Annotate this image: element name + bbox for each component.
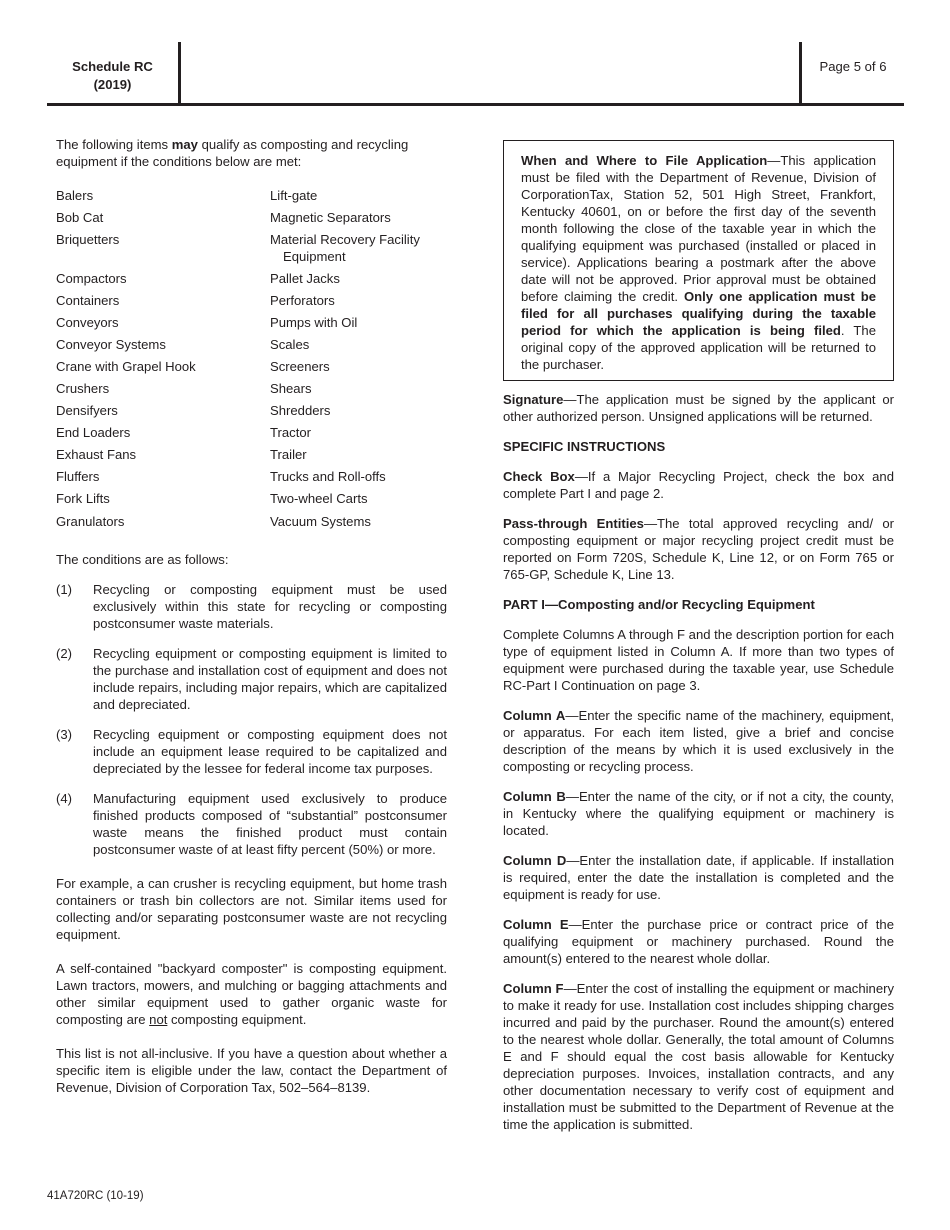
passthrough-heading: Pass-through Entities [503, 516, 644, 531]
part1-paragraph: Complete Columns A through F and the description portion for each type of equipment listed in Column A. If more than two types of equipment were purchased during the taxable year, use Schedule RC-Part I Continuation on page 3. [503, 627, 894, 693]
equipment-item: Fork Lifts [56, 491, 110, 506]
filing-bold-note: Only one application must be filed for all purchases qualifying during the taxable period for which the application is being filed [521, 289, 876, 338]
column-f-heading: Column F [503, 981, 564, 996]
signature-paragraph [503, 391, 894, 425]
equipment-item: Conveyors [56, 315, 119, 330]
equipment-item: Bob Cat [56, 210, 104, 225]
equipment-item: Crane with Grapel Hook [56, 359, 196, 374]
condition-number: (1) [56, 582, 73, 597]
condition-text: Recycling equipment or composting equipment is limited to the purchase and installation cost of equipment and does not include repairs, including major repairs, which are capitalized and depreciated. [93, 646, 447, 712]
list-note-paragraph: This list is not all-inclusive. If you have a question about whether a specific item is eligible under the law, contact the Department of Revenue, Division of Corporation Tax, 502–564–8139. [56, 1046, 447, 1095]
conditions-heading: The conditions are as follows: [56, 552, 229, 567]
equipment-item: Material Recovery Facility [270, 232, 420, 247]
column-d-heading: Column D [503, 853, 567, 868]
right-column [503, 140, 894, 1146]
equipment-item: Screeners [270, 359, 330, 374]
equipment-item: Lift-gate [270, 188, 318, 203]
equipment-item: Vacuum Systems [270, 514, 371, 529]
column-e-heading: Column E [503, 917, 569, 932]
composter-underline: not [149, 1012, 168, 1027]
page-header [47, 42, 904, 106]
column-e-text: —Enter the purchase price or contract price of the qualifying equipment or machinery purchased. Round the amount(s) entered to the nearest whole dollar. [503, 917, 894, 966]
equipment-item: Fluffers [56, 469, 100, 484]
equipment-item: Containers [56, 293, 120, 308]
example-paragraph: For example, a can crusher is recycling equipment, but home trash containers or trash bin collectors are not. Similar items used for collecting and/or separating postconsumer waste are not recycling equipment. [56, 876, 447, 942]
equipment-item: Conveyor Systems [56, 337, 166, 352]
page-number-block [799, 42, 904, 103]
equipment-item: Pallet Jacks [270, 271, 340, 286]
checkbox-heading: Check Box [503, 469, 575, 484]
equipment-item: Balers [56, 188, 94, 203]
checkbox-text: —If a Major Recycling Project, check the box and complete Part I and page 2. [503, 469, 894, 501]
checkbox-paragraph [503, 468, 894, 502]
condition-item [56, 645, 447, 713]
equipment-item: Exhaust Fans [56, 447, 137, 462]
equipment-item-continued: Equipment [283, 249, 346, 264]
schedule-year: (2019) [93, 77, 132, 92]
equipment-item: Trucks and Roll-offs [270, 469, 386, 484]
signature-heading: Signature [503, 392, 564, 407]
column-b-paragraph [503, 788, 894, 839]
column-b-text: —Enter the name of the city, or if not a city, the county, in Kentucky where the qualifying equipment or machinery is located. [503, 789, 895, 838]
equipment-item: Tractor [270, 425, 311, 440]
intro-paragraph [56, 136, 447, 170]
composter-paragraph [56, 960, 447, 1028]
specific-instructions-heading: SPECIFIC INSTRUCTIONS [503, 439, 666, 454]
column-a-text: —Enter the specific name of the machinery, equipment, or apparatus. For each item listed, give a brief and concise description of the means by which it is used exclusively in the composting or recycling process. [503, 708, 894, 774]
column-f-paragraph [503, 980, 894, 1133]
part1-heading: PART I—Composting and/or Recycling Equipment [503, 597, 815, 612]
condition-text: Manufacturing equipment used exclusively to produce finished products composed of “substantial” postconsumer waste means the finished product must contain postconsumer waste of at least fifty percent (50%) or more. [93, 791, 447, 857]
intro-text-end: qualify as composting and recycling equipment if the conditions below are met: [56, 137, 409, 169]
equipment-item: Two-wheel Carts [270, 491, 368, 506]
column-f-text: —Enter the cost of installing the equipment or machinery to make it ready for use. Installation cost includes shipping charges incurred and paid by the purchaser. Round the amount(s) entered to the nearest whole dollar. Generally, the total amount of Columns E and F should equal the cost basis allowable for Kentucky depreciation purposes. Invoices, installation contracts, and any other documentation necessary to verify cost of equipment and installation must be submitted to the Department of Revenue at the time the application is submitted. [503, 981, 895, 1132]
condition-text: Recycling equipment or composting equipment does not include an equipment lease required to be capitalized and depreciated by the lessee for federal income tax purposes. [93, 727, 447, 776]
condition-item [56, 790, 447, 858]
composter-text-end: composting equipment. [167, 1012, 307, 1027]
filing-text: —This application must be filed with the Department of Revenue, Division of CorporationTax, Station 52, 501 High Street, Frankfort, Kentucky 40601, on or before the first day of the seventh month following the close of the taxable year in which the qualifying equipment was purchased (installed or placed in service). Applications bearing a postmark after the above date will not be approved. Prior approval must be obtained before claiming the credit. [521, 153, 877, 304]
schedule-title: Schedule RC [72, 59, 153, 74]
equipment-list [56, 187, 447, 539]
left-column [56, 136, 447, 1113]
intro-bold: may [171, 137, 198, 152]
filing-info-box [503, 140, 894, 381]
equipment-item: Compactors [56, 271, 127, 286]
equipment-item: Magnetic Separators [270, 210, 391, 225]
equipment-item: Pumps with Oil [270, 315, 358, 330]
equipment-item: Densifyers [56, 403, 118, 418]
composter-text: A self-contained "backyard composter" is composting equipment. Lawn tractors, mowers, and mulching or bagging attachments and other similar equipment used to gather organic waste for composting are [56, 961, 447, 1027]
equipment-item: Perforators [270, 293, 335, 308]
equipment-item: Trailer [270, 447, 307, 462]
column-b-heading: Column B [503, 789, 566, 804]
column-d-text: —Enter the installation date, if applicable. If installation is required, enter the date the installation is completed and the equipment is ready for use. [503, 853, 894, 902]
signature-text: —The application must be signed by the applicant or other authorized person. Unsigned applications will be returned. [503, 392, 894, 424]
equipment-item: Shears [270, 381, 312, 396]
filing-heading: When and Where to File Application [521, 153, 768, 168]
equipment-item: Shredders [270, 403, 331, 418]
passthrough-text: —The total approved recycling and/ or composting equipment or major recycling project credit must be reported on Form 720S, Schedule K, Line 12, or on Form 765 or 765-GP, Schedule K, Line 13. [503, 516, 894, 582]
equipment-item: Briquetters [56, 232, 120, 247]
page-number: Page 5 of 6 [819, 59, 887, 74]
passthrough-paragraph [503, 515, 894, 583]
column-d-paragraph [503, 852, 894, 903]
form-number: 41A720RC (10-19) [47, 1190, 144, 1202]
equipment-item: Scales [270, 337, 310, 352]
schedule-title-block [47, 42, 181, 103]
condition-text: Recycling or composting equipment must be used exclusively within this state for recycling or composting postconsumer waste materials. [93, 582, 447, 631]
equipment-item: Crushers [56, 381, 110, 396]
column-a-heading: Column A [503, 708, 566, 723]
condition-number: (2) [56, 646, 73, 661]
column-a-paragraph [503, 707, 894, 775]
equipment-item: End Loaders [56, 425, 131, 440]
condition-item [56, 726, 447, 777]
intro-text: The following items [56, 137, 172, 152]
equipment-item: Granulators [56, 514, 125, 529]
column-e-paragraph [503, 916, 894, 967]
condition-number: (4) [56, 791, 73, 806]
condition-number: (3) [56, 727, 73, 742]
filing-tail: . The original copy of the approved application will be returned to the purchaser. [521, 323, 876, 372]
condition-item [56, 581, 447, 632]
